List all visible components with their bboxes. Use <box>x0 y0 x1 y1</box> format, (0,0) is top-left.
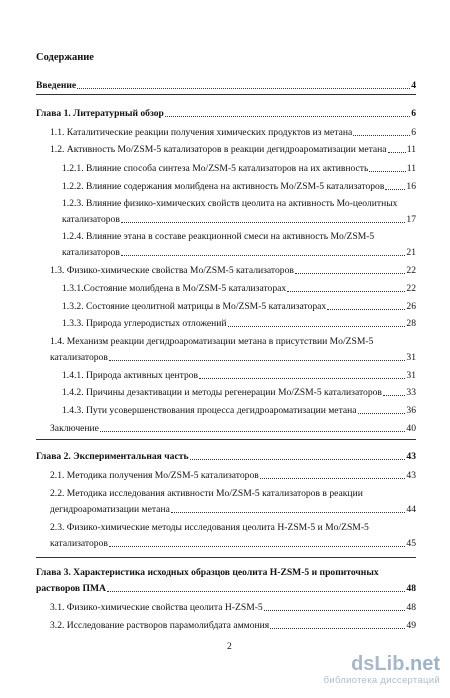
toc-entry-text: 1.2.4. Влияние этана в составе реакционной смеси на активность Mo/ZSM-5 <box>62 231 375 242</box>
toc-entry-page: 49 <box>406 620 416 631</box>
toc-entry-1-4-1[interactable] <box>62 370 416 381</box>
leader-dots <box>270 627 405 629</box>
toc-entry-text: 3.1. Физико-химические свойства цеолита H-ZSM-5 <box>50 602 263 613</box>
toc-title: Содержание <box>36 52 94 63</box>
leader-dots <box>121 221 406 223</box>
leader-dots <box>165 115 410 117</box>
leader-dots <box>369 170 405 172</box>
toc-entry-1-2-1[interactable] <box>62 163 416 174</box>
leader-dots <box>327 308 405 310</box>
toc-entry-text: 1.1. Каталитические реакции получения химических продуктов из метана <box>50 127 353 138</box>
toc-entry-page: 11 <box>406 163 416 174</box>
toc-entry-1-3[interactable] <box>50 265 416 276</box>
toc-entry-3-2[interactable] <box>50 620 416 631</box>
toc-entry-page: 28 <box>406 318 416 329</box>
toc-entry-text: 1.2.3. Влияние физико-химических свойств цеолита на активность Мо-цеолитных <box>62 198 398 209</box>
toc-entry-1-3-3[interactable] <box>62 318 416 329</box>
leader-dots <box>190 458 406 460</box>
toc-entry-page: 6 <box>411 127 416 138</box>
toc-entry-text-continued: катализаторов <box>50 352 108 363</box>
toc-entry-page: 16 <box>406 181 416 192</box>
leader-dots <box>100 430 405 432</box>
leader-dots <box>171 511 406 513</box>
leader-dots <box>228 325 406 327</box>
toc-entry-2-1[interactable] <box>50 470 416 481</box>
watermark-logo <box>320 653 440 675</box>
toc-entry-page: 40 <box>406 423 416 434</box>
toc-entry-text: 1.4.2. Причины дезактивации и методы регенерации Mo/ZSM-5 катализаторов <box>62 387 382 398</box>
leader-dots <box>264 609 406 611</box>
watermark <box>320 653 440 687</box>
leader-dots <box>77 87 410 89</box>
watermark-logo-main: dsLib <box>351 653 405 675</box>
toc-entry-page: 36 <box>406 405 416 416</box>
toc-entry-text: Глава 1. Литературный обзор <box>36 108 164 119</box>
toc-entry-text: Глава 2. Экспериментальная часть <box>36 451 189 462</box>
toc-entry-1-4[interactable] <box>50 336 416 363</box>
toc-entry-introduction[interactable] <box>36 80 416 91</box>
leader-dots <box>260 477 406 479</box>
leader-dots <box>358 412 406 414</box>
toc-entry-text-continued: катализаторов <box>62 247 120 258</box>
watermark-logo-ext: .net <box>404 653 440 675</box>
toc-entry-chapter-2[interactable] <box>36 451 416 462</box>
toc-entry-page: 48 <box>406 583 416 594</box>
leader-dots <box>383 394 405 396</box>
toc-entry-text: 3.2. Исследование растворов парамолибдата аммония <box>50 620 270 631</box>
toc-entry-page: 11 <box>406 144 416 155</box>
section-divider <box>36 439 416 440</box>
toc-entry-page: 43 <box>406 470 416 481</box>
leader-dots <box>287 290 405 292</box>
toc-entry-page: 4 <box>411 80 416 91</box>
toc-entry-text: 1.2. Активность Mo/ZSM-5 катализаторов в реакции дегидроароматизации метана <box>50 144 387 155</box>
toc-entry-1-3-1[interactable] <box>62 283 416 294</box>
leader-dots <box>107 590 405 592</box>
toc-entry-text: 1.2.2. Влияние содержания молибдена на активность Mo/ZSM-5 катализаторов <box>62 181 385 192</box>
toc-entry-page: 31 <box>406 352 416 363</box>
toc-entry-text: 2.1. Методика получения Mo/ZSM-5 катализаторов <box>50 470 259 481</box>
toc-entry-chapter-3[interactable] <box>36 567 416 594</box>
leader-dots <box>109 359 406 361</box>
toc-entry-page: 22 <box>406 265 416 276</box>
toc-entry-page: 26 <box>406 301 416 312</box>
toc-entry-1-2-2[interactable] <box>62 181 416 192</box>
toc-entry-1-1[interactable] <box>50 127 416 138</box>
toc-entry-page: 45 <box>406 538 416 549</box>
toc-entry-text-continued: растворов ПМА <box>36 583 106 594</box>
toc-entry-page: 31 <box>406 370 416 381</box>
toc-entry-page: 44 <box>406 504 416 515</box>
toc-entry-text: 1.4.1. Природа активных центров <box>62 370 199 381</box>
leader-dots <box>121 254 406 256</box>
toc-entry-1-2-4[interactable] <box>62 231 416 258</box>
toc-entry-text-continued: дегидроароматизации метана <box>50 504 170 515</box>
watermark-subtitle: библиотека диссертаций <box>323 675 440 686</box>
toc-entry-conclusion[interactable] <box>50 423 416 434</box>
toc-entry-2-2[interactable] <box>50 488 416 515</box>
toc-entry-chapter-1[interactable] <box>36 108 416 119</box>
toc-entry-text: 1.3.1.Состояние молибдена в Mo/ZSM-5 катализаторах <box>62 283 287 294</box>
toc-entry-1-2[interactable] <box>50 144 416 155</box>
toc-entry-text: 1.3.3. Природа углеродистых отложений <box>62 318 227 329</box>
toc-entry-text: 1.3.2. Состояние цеолитной матрицы в Mo/ZSM-5 катализаторах <box>62 301 327 312</box>
page-number: 2 <box>227 641 232 652</box>
leader-dots <box>199 377 405 379</box>
toc-entry-text-continued: катализаторов <box>50 538 108 549</box>
toc-entry-text: 2.2. Методика исследования активности Mo/ZSM-5 катализаторов в реакции <box>50 488 363 499</box>
toc-entry-text: 1.4.3. Пути усовершенствования процесса дегидроароматизации метана <box>62 405 357 416</box>
leader-dots <box>385 188 405 190</box>
toc-entry-text: 1.3. Физико-химические свойства Mo/ZSM-5 катализаторов <box>50 265 294 276</box>
toc-entry-page: 22 <box>406 283 416 294</box>
toc-entry-page: 43 <box>406 451 416 462</box>
leader-dots <box>353 134 410 136</box>
toc-entry-3-1[interactable] <box>50 602 416 613</box>
toc-entry-page: 17 <box>406 214 416 225</box>
leader-dots <box>388 151 406 153</box>
toc-entry-text: Глава 3. Характеристика исходных образцов цеолита H-ZSM-5 и пропиточных <box>36 567 379 578</box>
toc-entry-2-3[interactable] <box>50 522 416 549</box>
toc-entry-1-4-2[interactable] <box>62 387 416 398</box>
toc-entry-1-3-2[interactable] <box>62 301 416 312</box>
toc-entry-page: 6 <box>411 108 416 119</box>
toc-entry-text: Заключение <box>50 423 99 434</box>
leader-dots <box>109 545 406 547</box>
section-divider <box>36 94 416 95</box>
toc-entry-text: Введение <box>36 80 77 91</box>
toc-entry-page: 48 <box>406 602 416 613</box>
toc-entry-text-continued: катализаторов <box>62 214 120 225</box>
section-divider <box>36 557 416 558</box>
toc-entry-text: 1.2.1. Влияние способа синтеза Mo/ZSM-5 катализаторов на их активность <box>62 163 369 174</box>
toc-entry-page: 33 <box>406 387 416 398</box>
leader-dots <box>295 272 405 274</box>
toc-entry-1-2-3[interactable] <box>62 198 416 225</box>
toc-entry-1-4-3[interactable] <box>62 405 416 416</box>
toc-entry-text: 2.3. Физико-химические методы исследования цеолита H-ZSM-5 и Mo/ZSM-5 <box>50 522 369 533</box>
toc-entry-page: 21 <box>406 247 416 258</box>
toc-entry-text: 1.4. Механизм реакции дегидроароматизации метана в присутствии Mo/ZSM-5 <box>50 336 374 347</box>
